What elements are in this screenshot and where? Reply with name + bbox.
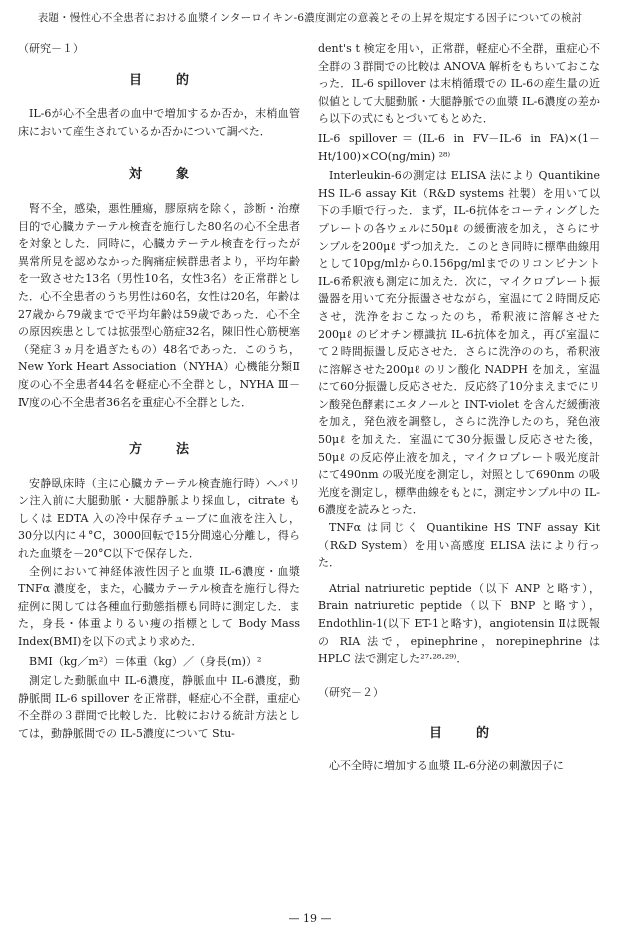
purpose-paragraph: IL-6が心不全患者の血中で増加するか否か，末梢血管床において産生されているか否かについて調べた． [18, 107, 300, 138]
methods-paragraph-3: 測定した動脈血中 IL-6濃度，静脈血中 IL-6濃度，動静脈間 IL-6 spillover を正常群，軽症心不全群，重症心不全群の３群間で比較した．比較における統計方法としては，動静脈間での IL-5濃度について Stu- [18, 674, 300, 740]
hormone-paragraph: Atrial natriuretic peptide（以下 ANP と略す），Brain natriuretic peptide（以下 BNP と略す），Endothlin-1(以下 ET-1と略す)，angiotensin Ⅱは既報の RIA 法で，epinephrine，norepinephrine は HPLC 法で測定した²⁷·²⁸·²⁹⁾． [318, 581, 600, 666]
methods-paragraph-2: 全例において神経体液性因子と血漿 IL-6濃度・血漿 TNFα 濃度を，また，心臓カテーテル検査を施行し得た症例に関しては各種血行動態指標も同時に測定した．また，身長・体重よりるい痩の指標として Body Mass Index(BMI)を以下の式より求めた． [18, 564, 300, 649]
elisa-paragraph: Interleukin-6の測定は ELISA 法により Quantikine HS IL-6 assay Kit（R&D systems 社製）を用いて以下の手順で行った．まず，IL-6抗体をコーティングしたプレートの各ウェルに50μℓ の緩衝液を加え，さらにサンプルを200μℓ ずつ加えた．このとき同時に標準曲線用として10pg/mlから0.156pg/mlまでのリコンビナント IL-6希釈液も測定に加えた．次に，マイクロプレート振盪器を用いて充分振盪させながら，室温にて２時間反応させ，洗浄をおこなったのち，希釈液に溶解させた200μℓ のビオチン標識抗 IL-6抗体を加え，再び室温にて２時間振盪し反応させた．さらに洗浄ののち，希釈液に溶解させた200μℓ のリン酸化 NADPH を加え，室温にて60分振盪し反応させた．反応終了10分まえまでにリン酸発色酵素にエタノールと INT-violet を含んだ緩衝液を加え，発色液を調整し，さらに洗浄したのち，発色液50μℓ を加えた．室温にて30分振盪し反応させた後，50μℓ の反応停止液を加え，マイクロプレート吸光度計にて490nm の吸光度を測定し，対照として690nm の吸光度を測定し，標準曲線をもとに，測定サンプル中の IL-6濃度を読みとった． [318, 169, 601, 517]
heading-subjects: 対象 [128, 167, 223, 183]
heading-methods: 方法 [128, 442, 223, 458]
methods-paragraph-1: 安静臥床時（主に心臓カテーテル検査施行時）へパリン注入前に大腿動脈・大腿静脈より採血し，citrate もしくは EDTA 入の冷中保存チューブに血液を注入し，30分以内に４°C，3000回転で15分間遠心分離し，得られた血漿を－20°C以下で保存した． [18, 476, 300, 561]
statistics-paragraph: dent's t 検定を用い，正常群，軽症心不全群，重症心不全群の３群間での比較は ANOVA 解析をもちいておこなった．IL-6 spillover は末梢循環での IL-6の産生量の近似値として大腿動脈・大腿静脈での血漿 IL-6濃度の差から以下の式にもとづいてもとめた． [318, 42, 600, 126]
heading-purpose-2: 目的 [428, 726, 523, 742]
page-number: — 19 — [288, 912, 332, 925]
heading-purpose: 目的 [128, 72, 223, 88]
study-1-label: （研究－１） [18, 42, 84, 55]
study-2-label: （研究－２） [318, 685, 384, 699]
tnf-paragraph: TNFα は同じく Quantikine HS TNF assay Kit（R&D System）を用い高感度 ELISA 法により行った． [318, 521, 600, 570]
running-header: 表題・慢性心不全患者における血漿インターロイキン-6濃度測定の意義とその上昇を規定する因子についての検討 [37, 12, 583, 24]
subjects-paragraph: 腎不全，感染，悪性腫瘍，膠原病を除く，診断・治療目的で心臓カテーテル検査を施行した80名の心不全患者を対象とした．同時に，心臓カテーテル検査を行ったが異常所見を認めなかった胸痛症候群患者より，平均年齢を一致させた13名（男性10名，女性3名）を正常群とした．心不全患者のうち男性は60名，女性は20名，年齢は27歳から79歳までで平均年齢は59歳であった．心不全の原因疾患としては拡張型心筋症32名，陳旧性心筋梗塞（発症３ヵ月を過ぎたもの）48名であった．このうち，New York Heart Association（NYHA）心機能分類Ⅱ度の心不全患者44名を軽症心不全群とし，NYHA Ⅲ－Ⅳ度の心不全患者36名を重症心不全群とした． [18, 201, 300, 409]
right-column [318, 40, 600, 775]
spillover-formula: IL-6 spillover＝(IL-6 in FV－IL-6 in FA)×(1－Ht/100)×CO(ng/min) ²⁸⁾ [318, 131, 600, 163]
bmi-formula: BMI（kg／m²）＝体重（kg）／（身長(m)）² [29, 654, 262, 668]
left-column [18, 40, 300, 743]
purpose-2-paragraph: 心不全時に増加する血漿 IL-6分泌の刺激因子に [329, 758, 564, 772]
